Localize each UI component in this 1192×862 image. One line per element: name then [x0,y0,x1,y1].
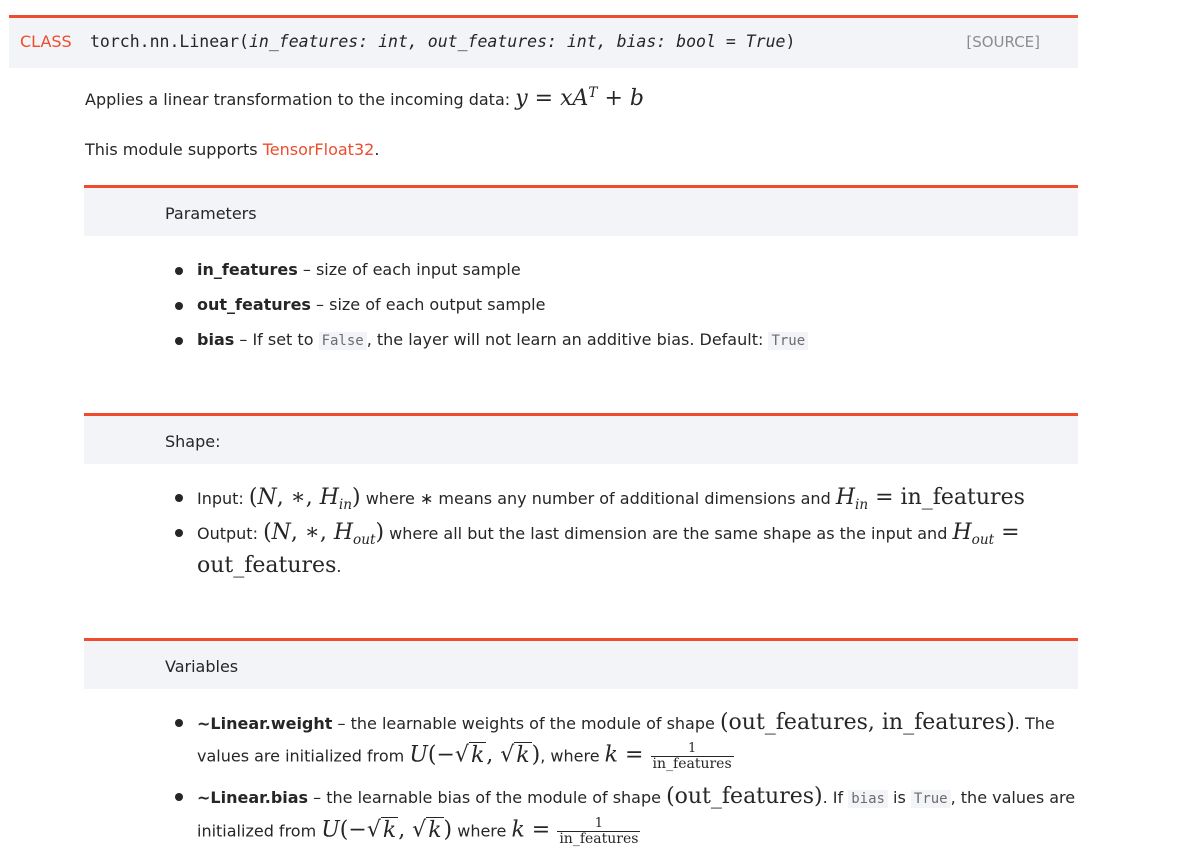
param-name: out_features [197,295,311,314]
bullet [175,267,183,275]
bullet [175,529,183,537]
code-true-bias: True [911,790,951,808]
parameters-header [84,185,1078,236]
param-desc-cont: , the layer will not learn an additive bias. Default: [366,330,769,349]
variables-header [84,638,1078,689]
output-eq: $H_{out}$ = [952,520,1020,548]
code-false: False [319,332,367,350]
parameters-title: Parameters [165,204,257,223]
class-label: CLASS [20,32,72,51]
param-in-features-type: int, [378,32,418,51]
source-link[interactable]: [SOURCE] [966,33,1040,51]
param-bias-sig: bias: [616,32,667,51]
weight-shape: (out_features, in_features) [719,710,1015,735]
param-desc: – size of each output sample [310,295,546,314]
param-desc: – size of each input sample [297,260,521,279]
weight-name: ~Linear.weight [197,714,333,733]
output-desc: where all but the last dimension are the same shape as the input and [384,524,953,543]
class-name: torch.nn.Linear [90,32,240,51]
intro-text: Applies a linear transformation to the incoming data: [85,90,511,110]
param-bias-eq: = [725,32,736,51]
signature-text: torch.nn.Linear(in_features: int, out_features: int, bias: bool = True) [90,32,796,51]
output-end: . [336,557,342,576]
param-bias-type: bool [676,32,716,51]
param-name: in_features [197,260,298,279]
shape-output-cont [197,553,341,578]
k-fraction-bias: $\frac{1}{\text{in\_features}}$ [559,816,639,847]
weight-dist: U(−√k, √k) [409,742,541,768]
bias-desc: – the learnable bias of the module of shape [308,788,667,807]
signature-box [9,15,1078,68]
input-eq: $H_{in}$ = in_features [835,485,1025,513]
input-label: Input: [197,489,244,508]
param-in-features-sig: in_features: [248,32,369,51]
bias-cont-text: initialized from [197,821,322,841]
shape-header [84,413,1078,464]
k-fraction: $\frac{1}{\text{in\_features}}$ [652,741,732,772]
output-label: Output: [197,524,258,543]
weight-end: . The [1014,714,1055,733]
variables-title: Variables [165,657,239,676]
weight-where: , where [540,746,605,766]
code-bias: bias [848,790,888,808]
bullet [175,494,183,502]
input-tuple: (N, ∗, $H_{in}$) [248,485,361,513]
tensorfloat32-link[interactable]: TensorFloat32 [262,140,375,159]
bias-dist: U(−√k, √k) [321,817,453,843]
bullet [175,719,183,727]
support-end: . [374,140,380,159]
param-bias-default: True [745,32,786,51]
output-eq-cont: out_features [197,553,337,578]
k-eq-bias: k = [511,817,551,843]
weight-desc: – the learnable weights of the module of shape [332,714,720,733]
support-paragraph [85,140,379,159]
bullet [175,302,183,310]
support-text: This module supports [85,140,258,159]
intro-paragraph [85,85,644,111]
bullet [175,337,183,345]
output-tuple: (N, ∗, $H_{out}$) [263,520,385,548]
bias-where: where [452,821,512,841]
k-eq: k = [604,742,644,768]
bias-end: , the values are [950,788,1076,807]
bias-shape: (out_features) [666,784,823,809]
input-desc: where ∗ means any number of additional dimensions and [360,489,836,508]
param-out-features-sig: out_features: [427,32,557,51]
intro-formula: $y = xA^T + b$ [515,85,644,112]
bias-mid: . If [822,788,849,807]
bullet [175,793,183,801]
param-name: bias [197,330,235,349]
param-out-features-type: int, [566,32,607,51]
bias-cont [197,817,642,847]
weight-cont [197,742,736,772]
bias-name: ~Linear.bias [197,788,309,807]
bias-is: is [887,788,911,807]
param-desc: – If set to [234,330,319,349]
shape-title: Shape: [165,432,221,451]
weight-cont-text: values are initialized from [197,746,410,766]
code-true: True [768,332,808,350]
